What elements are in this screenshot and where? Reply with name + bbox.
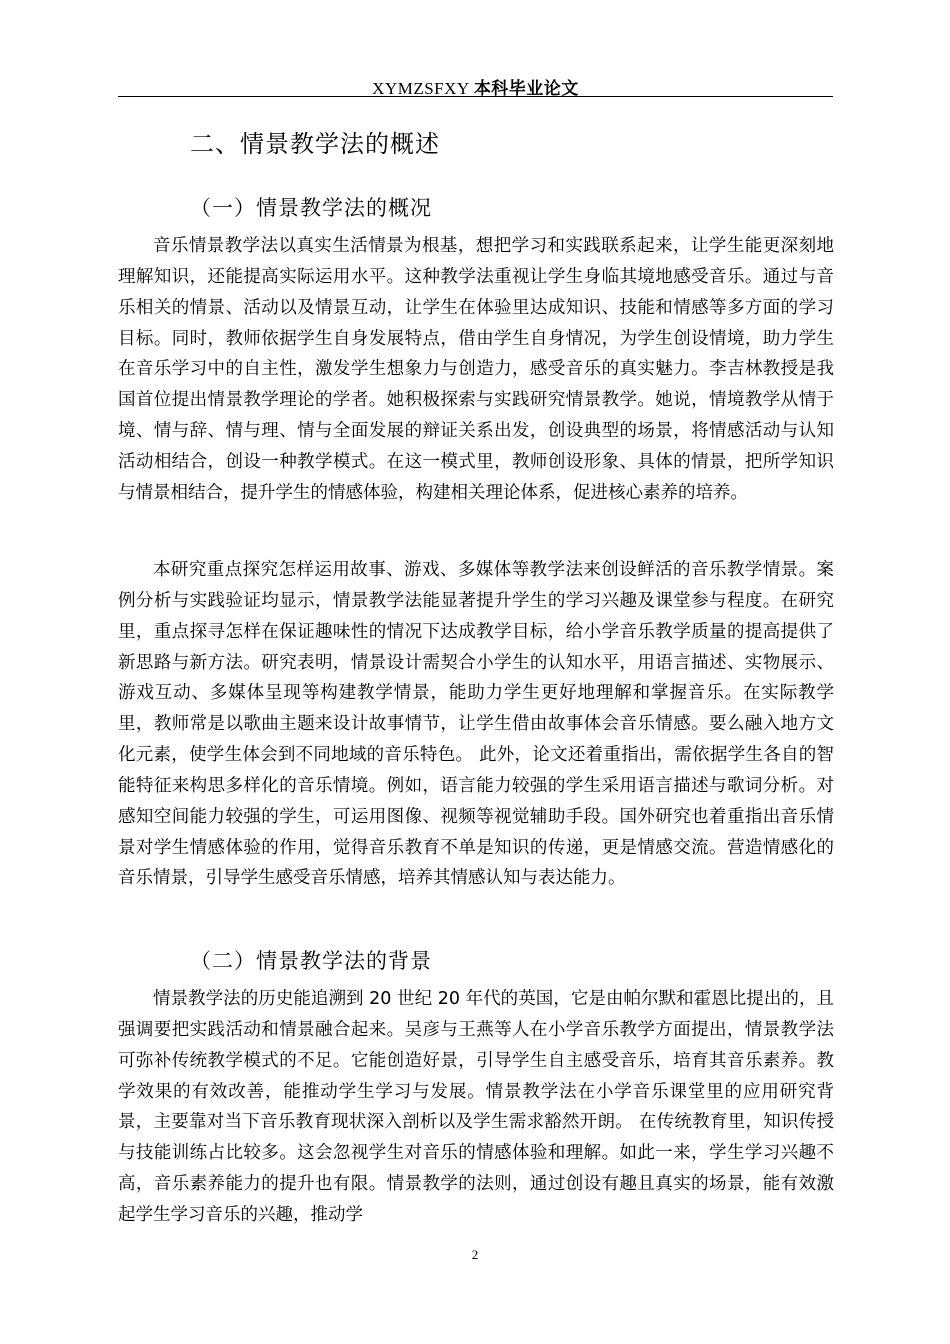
subsection-heading-2: （二）情景教学法的背景 [190,949,432,973]
paragraph-1: 音乐情景教学法以真实生活情景为根基，想把学习和实践联系起来，让学生能更深刻地理解知识，还能提高实际运用水平。这种教学法重视让学生身临其境地感受音乐。通过与音乐相关的情景、活动以及情景互动，让学生在体验里达成知识、技能和情感等多方面的学习目标。同时，教师依据学生自身发展特点，借由学生自身情况，为学生创设情境，助力学生在音乐学习中的自主性，激发学生想象力与创造力，感受音乐的真实魅力。李吉林教授是我国首位提出情景教学理论的学者。她积极探索与实践研究情景教学。她说，情境教学从情于境、情与辞、情与理、情与全面发展的辩证关系出发，创设典型的场景，将情感活动与认知活动相结合，创设一种教学模式。在这一模式里，教师创设形象、具体的情景，把所学知识与情景相结合，提升学生的情感体验，构建相关理论体系，促进核心素养的培养。 [118,236,834,503]
paragraph-3: 情景教学法的历史能追溯到 20 世纪 20 年代的英国，它是由帕尔默和霍恩比提出的，且强调要把实践活动和情景融合起来。吴彦与王燕等人在小学音乐教学方面提出，情景教学法可弥补传统教学模式的不足。它能创造好景，引导学生自主感受音乐，培育其音乐素养。教学效果的有效改善，能推动学生学习与发展。情景教学法在小学音乐课堂里的应用研究背景，主要靠对当下音乐教育现状深入剖析以及学生需求豁然开朗。 在传统教育里，知识传授与技能训练占比较多。这会忽视学生对音乐的情感体验和理解。如此一来，学生学习兴趣不高，音乐素养能力的提升也有限。情景教学的法则，通过创设有趣且真实的场景，能有效激起学生学习音乐的兴趣，推动学 [118,989,834,1225]
page-number: 2 [471,1247,479,1262]
header-code: XYMZSFXY [372,79,470,98]
paragraph-2: 本研究重点探究怎样运用故事、游戏、多媒体等教学法来创设鲜活的音乐教学情景。案例分析与实践验证均显示，情景教学法能显著提升学生的学习兴趣及课堂参与程度。在研究里，重点探寻怎样在保证趣味性的情况下达成教学目标，给小学音乐教学质量的提高提供了新思路与新方法。研究表明，情景设计需契合小学生的认知水平，用语言描述、实物展示、游戏互动、多媒体呈现等构建教学情景，能助力学生更好地理解和掌握音乐。在实际教学里，教师常是以歌曲主题来设计故事情节，让学生借由故事体会音乐情感。要么融入地方文化元素，使学生体会到不同地域的音乐特色。 此外，论文还着重指出，需依据学生各自的智能特征来构思多样化的音乐情境。例如，语言能力较强的学生采用语言描述与歌词分析。对感知空间能力较强的学生，可运用图像、视频等视觉辅助手段。国外研究也着重指出音乐情景对学生情感体验的作用，觉得音乐教育不单是知识的传递，更是情感交流。营造情感化的音乐情景，引导学生感受音乐情感，培养其情感认知与表达能力。 [118,560,834,889]
header-title: 本科毕业论文 [473,79,579,99]
section-heading: 二、情景教学法的概述 [190,130,440,158]
subsection-heading-1: （一）情景教学法的概况 [190,196,432,220]
header-rule [118,96,833,97]
